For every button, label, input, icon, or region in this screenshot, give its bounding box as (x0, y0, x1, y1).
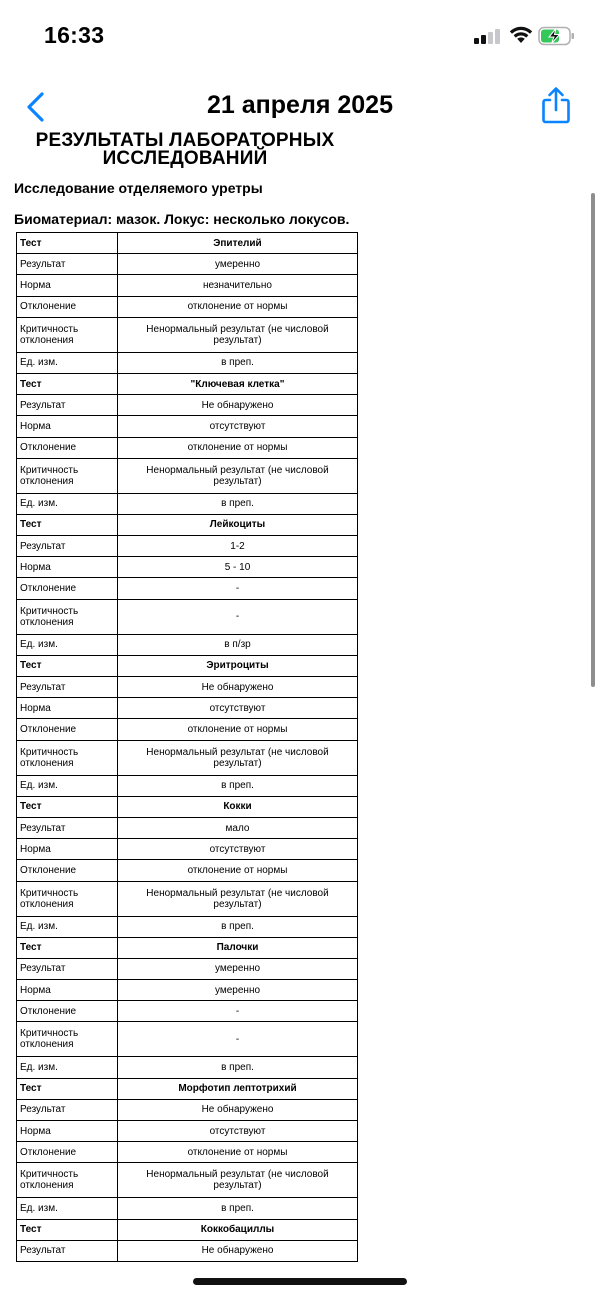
row-label-cell: Ед. изм. (17, 352, 118, 373)
row-label-cell: Ед. изм. (17, 493, 118, 514)
row-value-cell: - (118, 1001, 358, 1022)
row-value-cell: в преп. (118, 916, 358, 937)
table-row (17, 416, 358, 437)
test-header-row (17, 373, 358, 394)
row-value-cell: Не обнаружено (118, 1099, 358, 1120)
test-name-cell: Эпителий (118, 233, 358, 254)
test-label-cell: Тест (17, 1219, 118, 1240)
row-value-cell: в п/зр (118, 634, 358, 655)
table-row (17, 634, 358, 655)
page-title: 21 апреля 2025 (207, 91, 393, 119)
row-value-cell: отсутствуют (118, 839, 358, 860)
row-value-cell: отсутствуют (118, 698, 358, 719)
row-label-cell: Отклонение (17, 1001, 118, 1022)
row-value-cell: отклонение от нормы (118, 1142, 358, 1163)
row-label-cell: Норма (17, 980, 118, 1001)
row-label-cell: Отклонение (17, 296, 118, 317)
row-label-cell: Норма (17, 839, 118, 860)
table-row (17, 1057, 358, 1078)
document-title: РЕЗУЛЬТАТЫ ЛАБОРАТОРНЫХ ИССЛЕДОВАНИЙ (35, 130, 335, 169)
row-label-cell: Ед. изм. (17, 916, 118, 937)
row-label-cell: Результат (17, 958, 118, 979)
table-row (17, 698, 358, 719)
table-row (17, 1163, 358, 1198)
row-value-cell: отклонение от нормы (118, 437, 358, 458)
test-name-cell: Палочки (118, 937, 358, 958)
status-bar (0, 0, 600, 70)
test-header-row (17, 233, 358, 254)
row-value-cell: мало (118, 817, 358, 838)
test-label-cell: Тест (17, 373, 118, 394)
row-label-cell: Критичность отклонения (17, 599, 118, 634)
table-row (17, 317, 358, 352)
row-label-cell: Отклонение (17, 437, 118, 458)
table-row (17, 1022, 358, 1057)
row-value-cell: Не обнаружено (118, 1240, 358, 1261)
wifi-icon (508, 24, 534, 44)
status-time: 16:33 (44, 22, 105, 48)
test-label-cell: Тест (17, 655, 118, 676)
biomaterial-heading: Биоматериал: мазок. Локус: несколько локусов. (14, 211, 350, 227)
share-icon (536, 84, 576, 126)
row-label-cell: Отклонение (17, 1142, 118, 1163)
row-value-cell: отклонение от нормы (118, 719, 358, 740)
test-label-cell: Тест (17, 1078, 118, 1099)
row-value-cell: - (118, 578, 358, 599)
row-value-cell: Ненормальный результат (не числовой результат) (118, 881, 358, 916)
row-label-cell: Критичность отклонения (17, 881, 118, 916)
test-label-cell: Тест (17, 233, 118, 254)
row-label-cell: Критичность отклонения (17, 458, 118, 493)
test-name-cell: "Ключевая клетка" (118, 373, 358, 394)
table-row (17, 536, 358, 557)
row-label-cell: Результат (17, 254, 118, 275)
row-value-cell: 5 - 10 (118, 557, 358, 578)
table-row (17, 860, 358, 881)
row-value-cell: Ненормальный результат (не числовой результат) (118, 458, 358, 493)
battery-charging-icon (538, 26, 576, 46)
row-label-cell: Критичность отклонения (17, 317, 118, 352)
row-label-cell: Ед. изм. (17, 775, 118, 796)
scroll-indicator[interactable] (591, 193, 595, 687)
table-row (17, 578, 358, 599)
table-row (17, 740, 358, 775)
row-label-cell: Критичность отклонения (17, 1163, 118, 1198)
test-label-cell: Тест (17, 796, 118, 817)
row-label-cell: Результат (17, 395, 118, 416)
test-header-row (17, 1219, 358, 1240)
row-label-cell: Результат (17, 677, 118, 698)
lab-results-document (14, 132, 359, 1262)
table-row (17, 599, 358, 634)
row-value-cell: умеренно (118, 958, 358, 979)
table-row (17, 958, 358, 979)
table-row (17, 980, 358, 1001)
row-value-cell: в преп. (118, 1198, 358, 1219)
row-value-cell: незначительно (118, 275, 358, 296)
table-row (17, 275, 358, 296)
row-label-cell: Критичность отклонения (17, 1022, 118, 1057)
table-row (17, 458, 358, 493)
row-label-cell: Результат (17, 536, 118, 557)
table-row (17, 395, 358, 416)
table-row (17, 916, 358, 937)
table-row (17, 1198, 358, 1219)
navigation-bar (0, 80, 600, 132)
table-row (17, 817, 358, 838)
test-label-cell: Тест (17, 937, 118, 958)
document-viewer[interactable] (0, 130, 600, 1257)
test-name-cell: Морфотип лептотрихий (118, 1078, 358, 1099)
cellular-signal-icon (474, 28, 502, 44)
row-label-cell: Норма (17, 698, 118, 719)
row-label-cell: Ед. изм. (17, 1198, 118, 1219)
test-header-row (17, 937, 358, 958)
table-row (17, 677, 358, 698)
row-value-cell: умеренно (118, 980, 358, 1001)
row-label-cell: Критичность отклонения (17, 740, 118, 775)
table-row (17, 296, 358, 317)
row-label-cell: Норма (17, 416, 118, 437)
row-value-cell: в преп. (118, 352, 358, 373)
row-label-cell: Отклонение (17, 578, 118, 599)
row-value-cell: - (118, 599, 358, 634)
table-row (17, 437, 358, 458)
table-row (17, 352, 358, 373)
table-row (17, 254, 358, 275)
table-row (17, 1099, 358, 1120)
row-value-cell: в преп. (118, 775, 358, 796)
study-heading: Исследование отделяемого уретры (14, 180, 263, 196)
results-table (16, 232, 358, 1262)
row-value-cell: отсутствуют (118, 416, 358, 437)
table-row (17, 881, 358, 916)
row-label-cell: Результат (17, 1240, 118, 1261)
test-name-cell: Лейкоциты (118, 514, 358, 535)
row-label-cell: Норма (17, 1121, 118, 1142)
row-label-cell: Норма (17, 275, 118, 296)
row-value-cell: Не обнаружено (118, 395, 358, 416)
table-row (17, 775, 358, 796)
row-label-cell: Норма (17, 557, 118, 578)
share-button[interactable] (536, 84, 576, 126)
row-value-cell: в преп. (118, 493, 358, 514)
table-row (17, 1121, 358, 1142)
row-label-cell: Результат (17, 1099, 118, 1120)
test-header-row (17, 796, 358, 817)
row-value-cell: Ненормальный результат (не числовой результат) (118, 1163, 358, 1198)
test-name-cell: Эритроциты (118, 655, 358, 676)
row-value-cell: в преп. (118, 1057, 358, 1078)
row-value-cell: Не обнаружено (118, 677, 358, 698)
test-header-row (17, 655, 358, 676)
table-row (17, 557, 358, 578)
row-value-cell: 1-2 (118, 536, 358, 557)
test-header-row (17, 514, 358, 535)
row-value-cell: Ненормальный результат (не числовой результат) (118, 317, 358, 352)
row-label-cell: Результат (17, 817, 118, 838)
test-name-cell: Коккобациллы (118, 1219, 358, 1240)
table-row (17, 493, 358, 514)
test-name-cell: Кокки (118, 796, 358, 817)
table-row (17, 719, 358, 740)
row-value-cell: - (118, 1022, 358, 1057)
row-value-cell: отклонение от нормы (118, 296, 358, 317)
home-indicator[interactable] (193, 1278, 407, 1285)
row-value-cell: отсутствуют (118, 1121, 358, 1142)
test-label-cell: Тест (17, 514, 118, 535)
row-label-cell: Ед. изм. (17, 1057, 118, 1078)
row-value-cell: умеренно (118, 254, 358, 275)
table-row (17, 1142, 358, 1163)
table-row (17, 839, 358, 860)
row-value-cell: Ненормальный результат (не числовой результат) (118, 740, 358, 775)
table-row (17, 1240, 358, 1261)
row-label-cell: Отклонение (17, 860, 118, 881)
test-header-row (17, 1078, 358, 1099)
table-row (17, 1001, 358, 1022)
row-label-cell: Ед. изм. (17, 634, 118, 655)
row-label-cell: Отклонение (17, 719, 118, 740)
row-value-cell: отклонение от нормы (118, 860, 358, 881)
